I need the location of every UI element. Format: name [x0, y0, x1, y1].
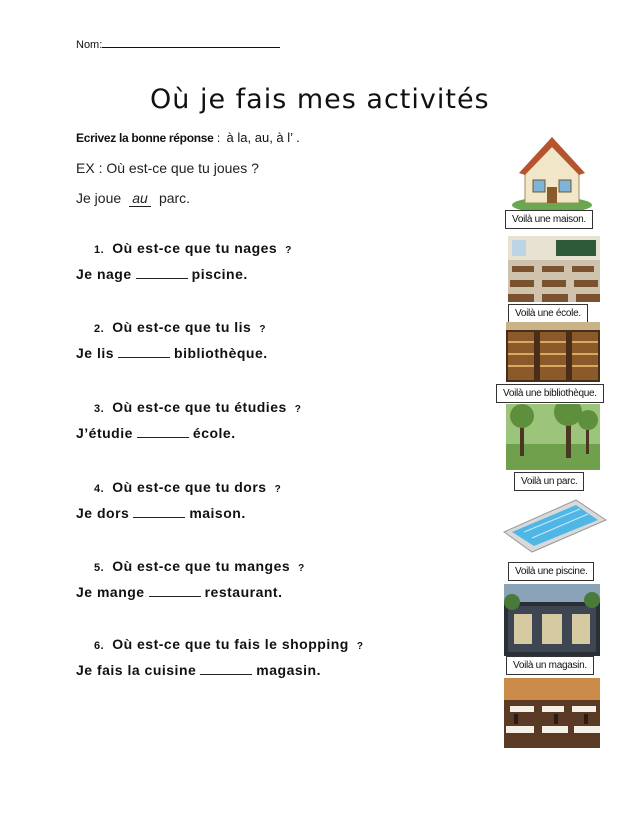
answer-blank[interactable] [149, 584, 201, 597]
example-answer-end: parc. [158, 190, 191, 206]
question-number: 2. [94, 323, 105, 335]
question-2 [94, 319, 266, 335]
answer-end: maison. [189, 505, 246, 521]
restaurant-image [504, 678, 600, 748]
answer-start: Je mange [76, 584, 145, 600]
question-mark: ? [259, 324, 266, 335]
answer-blank[interactable] [200, 662, 252, 675]
question-mark: ? [298, 563, 305, 574]
answer-end: restaurant. [204, 584, 283, 600]
answer-blank[interactable] [136, 266, 188, 279]
question-text: Où est-ce que tu nages [112, 240, 278, 256]
library-image [506, 322, 600, 382]
school-image [508, 236, 600, 302]
name-field [76, 38, 280, 51]
question-mark: ? [285, 245, 292, 256]
answer-5 [76, 584, 282, 600]
question-text: Où est-ce que tu étudies [112, 399, 287, 415]
answer-start: Je lis [76, 345, 115, 361]
pool-image [500, 494, 608, 556]
answer-blank[interactable] [137, 425, 189, 438]
name-label: Nom: [76, 39, 103, 51]
question-number: 6. [94, 640, 105, 652]
question-1 [94, 240, 292, 256]
question-text: Où est-ce que tu lis [112, 319, 252, 335]
question-number: 5. [94, 562, 105, 574]
answer-2 [76, 345, 268, 361]
answer-start: Je fais la cuisine [76, 662, 197, 678]
question-number: 4. [94, 483, 105, 495]
question-mark: ? [274, 484, 282, 495]
name-line[interactable] [102, 38, 280, 48]
instruction-label: Ecrivez la bonne réponse [76, 131, 214, 145]
caption-library: Voilà une bibliothèque. [496, 384, 604, 403]
question-4 [94, 479, 281, 495]
example-answer [76, 190, 190, 207]
question-text: Où est-ce que tu dors [112, 479, 267, 495]
answer-end: école. [192, 425, 236, 441]
instruction [76, 130, 300, 145]
caption-store: Voilà un magasin. [506, 656, 594, 675]
answer-end: magasin. [256, 662, 321, 678]
caption-park: Voilà un parc. [514, 472, 584, 491]
question-mark: ? [294, 404, 302, 415]
answer-end: bibliothèque. [174, 345, 268, 361]
answer-start: J’étudie [76, 425, 133, 441]
question-3 [94, 399, 301, 415]
example-blank: au [129, 190, 151, 207]
question-number: 1. [94, 244, 105, 256]
answer-1 [76, 266, 248, 282]
park-image [506, 404, 600, 470]
example-answer-start: Je joue [76, 190, 122, 206]
instruction-answers: à la, au, à l’ . [226, 130, 300, 145]
example-question: EX : Où est-ce que tu joues ? [76, 160, 259, 176]
answer-blank[interactable] [118, 345, 170, 358]
answer-6 [76, 662, 321, 678]
question-number: 3. [94, 403, 105, 415]
instruction-sep: : [216, 131, 221, 145]
house-image [505, 125, 600, 215]
answer-start: Je nage [76, 266, 132, 282]
question-6 [94, 636, 363, 652]
answer-4 [76, 505, 246, 521]
answer-3 [76, 425, 236, 441]
caption-house: Voilà une maison. [505, 210, 593, 229]
store-image [504, 584, 600, 656]
caption-school: Voilà une école. [508, 304, 588, 323]
answer-blank[interactable] [133, 505, 185, 518]
answer-start: Je dors [76, 505, 130, 521]
question-text: Où est-ce que tu fais le shopping [112, 636, 349, 652]
page-title: Où je fais mes activités [150, 84, 490, 115]
question-text: Où est-ce que tu manges [112, 558, 291, 574]
question-mark: ? [356, 641, 364, 652]
answer-end: piscine. [191, 266, 248, 282]
question-5 [94, 558, 305, 574]
caption-pool: Voilà une piscine. [508, 562, 594, 581]
